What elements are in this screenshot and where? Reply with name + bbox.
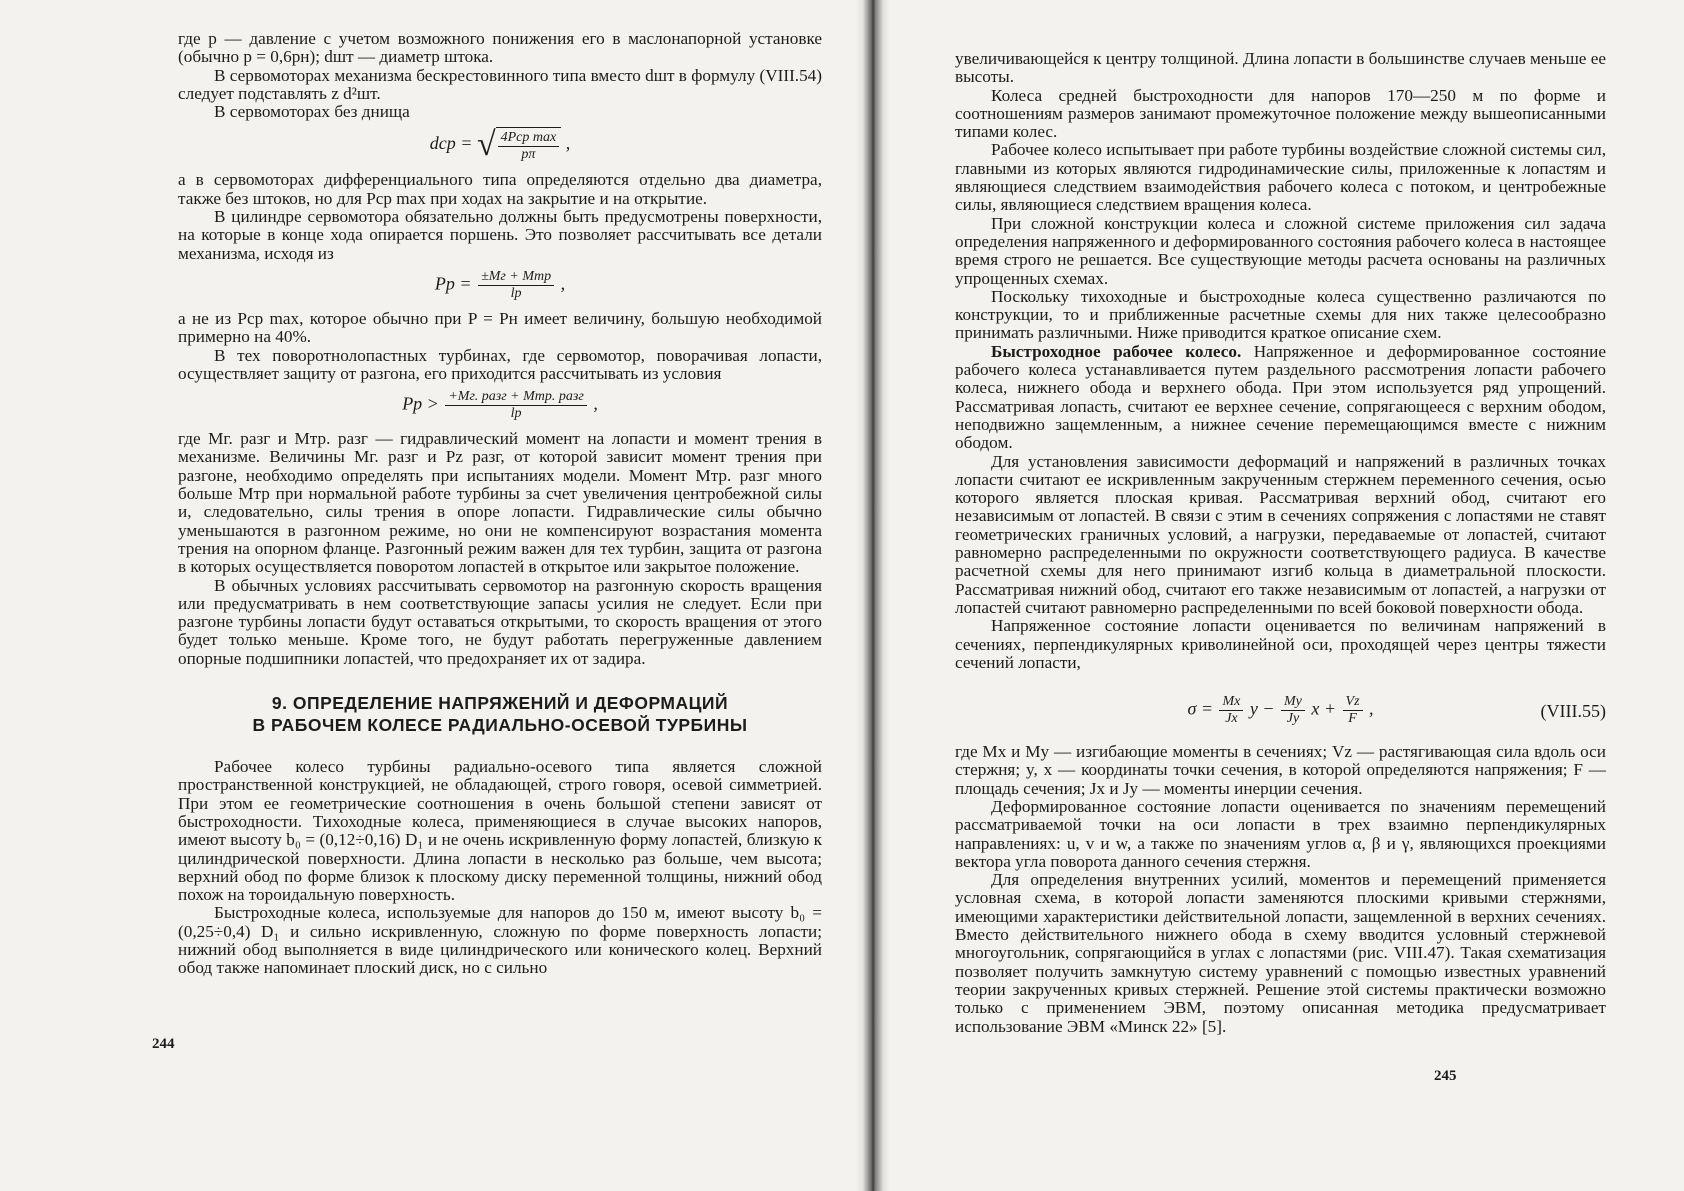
formula-lhs: Pр = (434, 273, 472, 294)
paragraph: При сложной конструкции колеса и сложной системе приложения сил задача определения напряженного и деформированного состояния рабочего колеса в настоящее время строго не решается. Все существующие методы расчета основаны на различных упрощенных схемах. (955, 213, 1606, 288)
formula-p-p-razg (178, 389, 822, 422)
paragraph: В цилиндре сервомотора обязательно должны быть предусмотрены поверхности, на которые в конце хода опирается поршень. Это позволяет рассчитывать все детали механизма, исходя из (178, 207, 822, 263)
formula-numerator: 4Pср max (498, 130, 560, 147)
formula-tail: , (593, 393, 598, 414)
formula-term: x + (1311, 698, 1337, 719)
sqrt-sign: √ $\frac{\text{4Pср max}}{p\pi}$ (477, 127, 561, 163)
paragraph: В сервомоторах без днища (214, 102, 410, 122)
paragraph: увеличивающейся к центру толщиной. Длина лопасти в большинстве случаев меньше ее высоты. (955, 49, 1606, 87)
formula-numerator: Vz (1343, 694, 1363, 711)
formula-tail: , (1369, 698, 1374, 719)
paragraph: Колеса средней быстроходности для напоров 170—250 м по форме и соотношениям размеров занимают промежуточное положение между вышеописанными типами колес. (955, 85, 1606, 142)
formula-denominator: pπ (521, 147, 536, 163)
formula-denominator: lр (510, 285, 522, 301)
paragraph: Деформированное состояние лопасти оценивается по значениям перемещений рассматриваемой точки на оси лопасти в трех взаимно перпендикулярных направлениях: u, v и w, а также по значениям углов α, β и γ, являющихся проекциями вектора угла поворота данного сечения стержня. (955, 796, 1606, 871)
paragraph: В сервомоторах механизма бескрестовинного типа вместо dшт в формулу (VIII.54) следует подставлять z d²шт. (178, 65, 822, 103)
paragraph: где Mг. разг и Mтр. разг — гидравлический момент на лопасти и момент трения в механизме. Величины Mг. разг и Pz разг, от которой зависит момент трения при разгоне, необходимо определять при испытаниях модели. Момент Mтр. разг много больше Mтр при нормальной работе турбины за счет увеличения центробежной силы и, следовательно, силы трения в опоре лопасти. Гидравлические силы обычно уменьшаются в разгонном режиме, но они не компенсируют возрастания момента трения на опорном фланце. Разгонный режим важен для тех турбин, защита от разгона в которых осуществляется поворотом лопастей в открытое или закрытое положение. (178, 429, 822, 577)
heading-line: 9. ОПРЕДЕЛЕНИЕ НАПРЯЖЕНИЙ И ДЕФОРМАЦИЙ (271, 693, 729, 714)
page-number: 244 (152, 1036, 175, 1052)
formula-tail: , (560, 273, 566, 294)
paragraph: Для определения внутренних усилий, моментов и перемещений применяется условная схема, в которой лопасти заменяются плоскими кривыми стержнями, имеющими характеристики действительной лопасти, защемленной в верхних сечениях. Вместо действительного нижнего обода в схему вводится условный стержневой многоугольник, сопрягающийся в углах с лопастями (рис. VIII.47). Такая схематизация позволяет получить замкнутую систему уравнений с помощью известных уравнений теории закрученных кривых стержней. Решение этой системы практически возможно только с применением ЭВМ, поэтому описанная методика предусматривает использование ЭВМ «Минск 22» [5]. (955, 870, 1606, 1036)
paragraph (955, 343, 1606, 453)
formula-denominator: F (1348, 711, 1357, 727)
formula-d-cp (178, 127, 822, 163)
formula-numerator: +Mг. разг + Mтр. разг (445, 389, 586, 406)
formula-numerator: Mx (1219, 694, 1243, 711)
formula-numerator: ±Mг + Mтр (478, 269, 554, 286)
formula-denominator: lр (510, 406, 522, 422)
paragraph: Быстроходные колеса, используемые для напоров до 150 м, имеют высоту b₀ = (0,25÷0,4) D₁ и сильно искривленную, сложную по форме поверхность лопасти; нижний обод выполняется в виде цилиндрического или конического колец. Верхний обод также напоминает плоский диск, но с сильно (178, 903, 822, 978)
formula-lhs: Pр > (402, 393, 439, 414)
heading-line: В РАБОЧЕМ КОЛЕСЕ РАДИАЛЬНО-ОСЕВОЙ ТУРБИНЫ (252, 715, 748, 736)
formula-term: y − (1249, 698, 1275, 719)
paragraph-text: Напряженное и деформированное состояние рабочего колеса устанавливается путем раздельного рассмотрения лопасти рабочего колеса, нижнего обода и верхнего обода. При этом используется ряд упрощений. Рассматривая лопасть, считают ее верхнее сечение, сопрягающееся с верхним ободом, неподвижно защемленным, а нижнее сечение перемещающимся вместе с нижним ободом. (955, 341, 1606, 453)
paragraph: Рабочее колесо испытывает при работе турбины воздействие сложной системы сил, главными из которых являются гидродинамические силы, приложенные к лопастям и являющиеся следствием взаимодействия рабочего колеса с потоком, и центробежные силы, являющиеся следствием вращения колеса. (955, 140, 1606, 215)
section-heading (178, 692, 822, 736)
formula-sigma (955, 694, 1606, 727)
paragraph: В обычных условиях рассчитывать сервомотор на разгонную скорость вращения или предусматривать в нем соответствующие запасы усилия не следует. Если при разгоне турбины лопасти будут оставаться открытыми, то скорость вращения от этого будет только меньше. Кроме того, не будут работать перегруженные давлением опорные подшипники лопастей, что предохраняет их от задира. (178, 575, 822, 668)
right-page (860, 0, 1684, 1191)
paragraph: Рабочее колесо турбины радиально-осевого типа является сложной пространственной конструкцией, не обладающей, строго говоря, осевой симметрией. При этом ее геометрические соотношения в очень большой степени зависят от быстроходности. Тихоходные колеса, применяющиеся в случае высоких напоров, имеют высоту b₀ = (0,12÷0,16) D₁ и не очень искривленную форму лопастей, близкую к цилиндрической поверхности. Длина лопасти в несколько раз больше, чем высота; верхний обод по форме близок к плоскому диску переменной толщины, нижний обод похож на тороидальную поверхность. (178, 757, 822, 905)
formula-numerator: My (1281, 694, 1305, 711)
paragraph: а не из Pср max, которое обычно при P = Pн имеет величину, большую необходимой примерно на 40%. (178, 308, 822, 347)
paragraph: В тех поворотнолопастных турбинах, где сервомотор, поворачивая лопасти, осуществляет защиту от разгона, его приходится рассчитывать из условия (178, 345, 822, 383)
formula-p-p (178, 269, 822, 302)
page-number: 245 (1434, 1068, 1457, 1084)
formula-lhs: dср = (429, 133, 473, 154)
formula-denominator: Jy (1286, 711, 1300, 727)
formula-denominator: Jx (1225, 711, 1238, 727)
paragraph: Поскольку тихоходные и быстроходные колеса существенно различаются по конструкции, то и приближенные расчетные схемы для них также целесообразно принимать различными. Ниже приводится краткое описание схем. (955, 286, 1606, 343)
paragraph: Напряженное состояние лопасти оценивается по величинам напряжений в сечениях, перпендикулярных криволинейной оси, проходящей через центры тяжести сечений лопасти, (955, 616, 1606, 672)
paragraph: Для установления зависимости деформаций и напряжений в различных точках лопасти считают ее искривленным закрученным стержнем переменного сечения, осью которого является плоская кривая. Рассматривая верхний обод, считают его независимым от лопастей. В связи с этим в сечениях сопряжения с лопастями не ставят геометрических граничных условий, а нагрузки, передаваемые от лопастей, считают равномерно распределенными по окружности соответствующего радиуса. В качестве расчетной схемы для него принимают изгиб кольца в диаметральной плоскости. Рассматривая нижний обод, считают его также независимым от лопастей, а нагрузки от лопастей считают равномерно распределенными по всей боковой поверхности обода. (955, 451, 1606, 617)
run-in-heading: Быстроходное рабочее колесо. (991, 341, 1242, 361)
formula-lhs: σ = (1187, 698, 1213, 719)
paragraph: а в сервомоторах дифференциального типа определяются отдельно два диаметра, также без штоков, но для Pср max при ходах на закрытие и на открытие. (178, 170, 822, 208)
equation-number: (VIII.55) (1540, 701, 1606, 722)
formula-tail: , (565, 133, 571, 154)
paragraph: где p — давление с учетом возможного понижения его в маслонапорной установке (обычно p = 0,6pн); dшт — диаметр штока. (178, 29, 822, 67)
paragraph: где Mx и My — изгибающие моменты в сечениях; Vz — растягивающая сила вдоль оси стержня; y, x — координаты точки сечения, в которой определяются напряжения; F — площадь сечения; Jx и Jy — моменты инерции сечения. (955, 742, 1606, 798)
